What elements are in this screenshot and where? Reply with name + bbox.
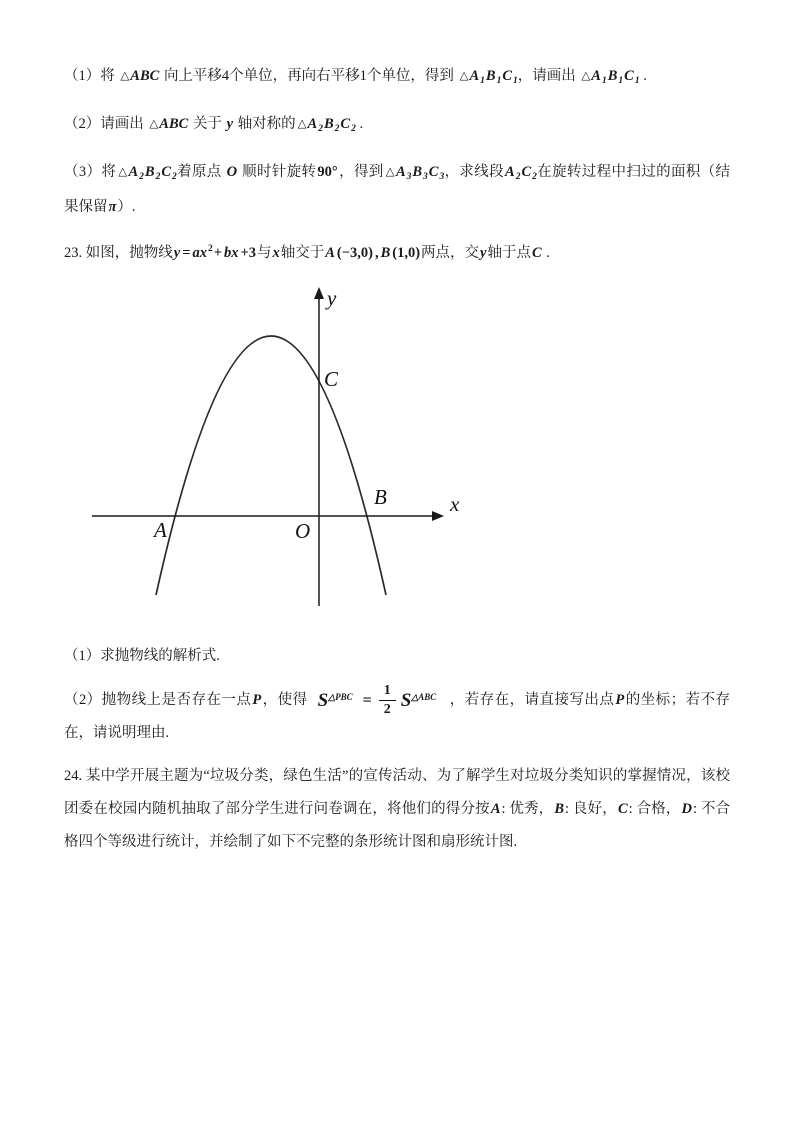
text-run: ，求线段: [444, 164, 505, 180]
text-run: 轴于点: [487, 245, 531, 261]
s-symbol: S: [317, 689, 329, 711]
text-run: .: [639, 68, 647, 84]
text-run: (1,0): [392, 245, 421, 261]
text-run: 与: [256, 245, 272, 261]
text-run: 2: [207, 244, 213, 254]
text-run: （2）抛物线上是否存在一点: [64, 691, 252, 708]
text-run: 2: [171, 172, 177, 182]
text-run: ）.: [117, 199, 136, 215]
text-run: P: [252, 691, 262, 708]
text-run: B: [380, 245, 391, 261]
text-run: 关于: [189, 116, 226, 132]
fraction-one-half: [379, 683, 396, 718]
text-run: O: [226, 164, 238, 180]
text-run: bx: [223, 245, 239, 261]
parabola-figure-container: [84, 284, 730, 619]
text-run: ABC: [159, 116, 189, 132]
text-run: C: [502, 68, 512, 84]
text-run: 1: [634, 76, 640, 86]
text-run: （1）求抛物线的解析式.: [64, 648, 220, 664]
text-run: 90°: [317, 164, 338, 180]
text-run: ，使得: [262, 691, 308, 708]
text-run: 的坐标；若不存在，请说明理由.: [64, 691, 730, 742]
text-run: B: [607, 68, 618, 84]
text-run: .: [355, 116, 364, 132]
text-run: 2: [155, 172, 161, 182]
text-run: y: [480, 245, 487, 261]
y-axis-label: y: [327, 286, 337, 310]
text-run: ax: [192, 245, 207, 261]
text-run: y: [226, 116, 233, 132]
text-run: 两点，交: [421, 245, 480, 261]
text-run: ，请画出: [517, 68, 580, 84]
question-23-intro: [64, 234, 730, 268]
text-run: 轴交于: [280, 245, 325, 261]
x-axis-arrow-icon: [432, 511, 444, 521]
text-run: C: [617, 801, 628, 818]
text-run: 2: [351, 124, 356, 134]
text-run: A: [128, 164, 139, 180]
text-run: π: [108, 199, 117, 215]
text-run: 24. 某中学开展主题为“垃圾分类，绿色生活”的宣传活动、为了解学生对垃圾分类知识的掌握情况，该校团委在校园内随机抽取了部分学生进行问卷调在，将他们的得分按: [64, 768, 730, 818]
text-run: B: [554, 801, 565, 818]
x-axis-label: x: [450, 492, 460, 516]
parabola-figure: [84, 284, 469, 614]
text-run: 2: [532, 172, 537, 182]
problem-item-1: [64, 60, 730, 96]
text-run: △: [385, 164, 395, 178]
text-run: 1: [496, 76, 502, 86]
text-run: ,: [374, 245, 379, 261]
text-run: P: [615, 691, 625, 708]
point-b-label: B: [374, 485, 387, 509]
problem-item-3: [64, 156, 730, 222]
text-run: 3: [406, 172, 412, 182]
text-run: : 合格，: [628, 801, 681, 818]
text-run: 2: [515, 172, 521, 182]
text-run: 1: [618, 76, 624, 86]
origin-label: O: [295, 519, 311, 543]
point-c-label: C: [324, 367, 339, 391]
text-run: +3: [240, 245, 256, 261]
text-run: 轴对称的: [234, 116, 296, 132]
text-run: 在旋转过程中扫过的面积（结果保留: [64, 164, 731, 215]
text-run: 2: [139, 172, 144, 182]
area-ratio-formula: [318, 683, 440, 718]
text-run: B: [144, 164, 155, 180]
text-run: A: [505, 164, 515, 180]
text-run: .: [542, 245, 550, 261]
text-run: C: [521, 164, 532, 180]
text-run: ，得到: [338, 164, 384, 180]
fraction-denominator: 2: [383, 702, 391, 718]
text-run: △: [118, 164, 128, 178]
question-23-sub2: [64, 683, 730, 748]
text-run: C: [340, 116, 351, 132]
question-24: [64, 760, 730, 859]
text-run: ABC: [130, 68, 160, 84]
y-axis-arrow-icon: [314, 287, 324, 299]
text-run: : 良好，: [565, 801, 617, 818]
text-run: (−3,0): [336, 245, 373, 261]
text-run: 顺时针旋转: [238, 164, 317, 180]
text-run: A: [591, 68, 601, 84]
text-run: 23. 如图，抛物线: [64, 245, 173, 261]
text-run: y: [173, 245, 181, 261]
fraction-numerator: 1: [379, 683, 396, 701]
text-run: 1: [513, 76, 518, 86]
text-run: A: [469, 68, 480, 84]
text-run: : 不合格四个等级进行统计，并绘制了如下不完整的条形统计图和扇形统计图.: [64, 801, 731, 851]
text-run: 着原点: [176, 164, 226, 180]
text-run: : 优秀，: [501, 801, 554, 818]
parabola-curve: [156, 336, 386, 595]
point-a-label: A: [154, 518, 167, 542]
text-run: 2: [318, 124, 323, 134]
text-run: △: [297, 116, 307, 130]
text-run: C: [531, 245, 542, 261]
text-run: （2）请画出: [64, 116, 148, 132]
s-subscript-pbc: △PBC: [328, 692, 353, 703]
text-run: A: [325, 245, 335, 261]
text-run: 3: [439, 172, 445, 182]
sub2-text-before: [64, 692, 308, 708]
text-run: △: [459, 68, 469, 82]
text-run: B: [323, 116, 334, 132]
text-run: △: [149, 116, 159, 130]
question-23-sub1: [64, 641, 730, 671]
text-run: 向上平移4个单位，再向右平移1个单位，得到: [160, 68, 458, 84]
text-run: +: [213, 245, 222, 261]
s-symbol: S: [400, 689, 412, 711]
text-run: 3: [423, 172, 428, 182]
text-run: =: [182, 245, 191, 261]
text-run: D: [681, 801, 692, 818]
equals-sign: =: [362, 691, 372, 709]
text-run: 1: [601, 76, 607, 86]
text-run: △: [120, 68, 130, 82]
s-subscript-abc: △ABC: [411, 692, 437, 703]
text-run: x: [272, 245, 280, 261]
problem-item-2: [64, 108, 730, 144]
text-run: C: [428, 164, 439, 180]
text-run: A: [395, 164, 406, 180]
text-run: （1）将: [64, 68, 119, 84]
text-run: A: [490, 801, 501, 818]
text-run: 1: [480, 76, 485, 86]
text-run: （3）将: [64, 164, 117, 180]
text-run: A: [307, 116, 318, 132]
text-run: ，若存在，请直接写出点: [449, 691, 615, 708]
text-run: B: [412, 164, 423, 180]
text-run: C: [161, 164, 171, 180]
text-run: △: [581, 68, 591, 82]
text-run: 2: [334, 124, 340, 134]
text-run: B: [485, 68, 496, 84]
text-run: C: [624, 68, 634, 84]
